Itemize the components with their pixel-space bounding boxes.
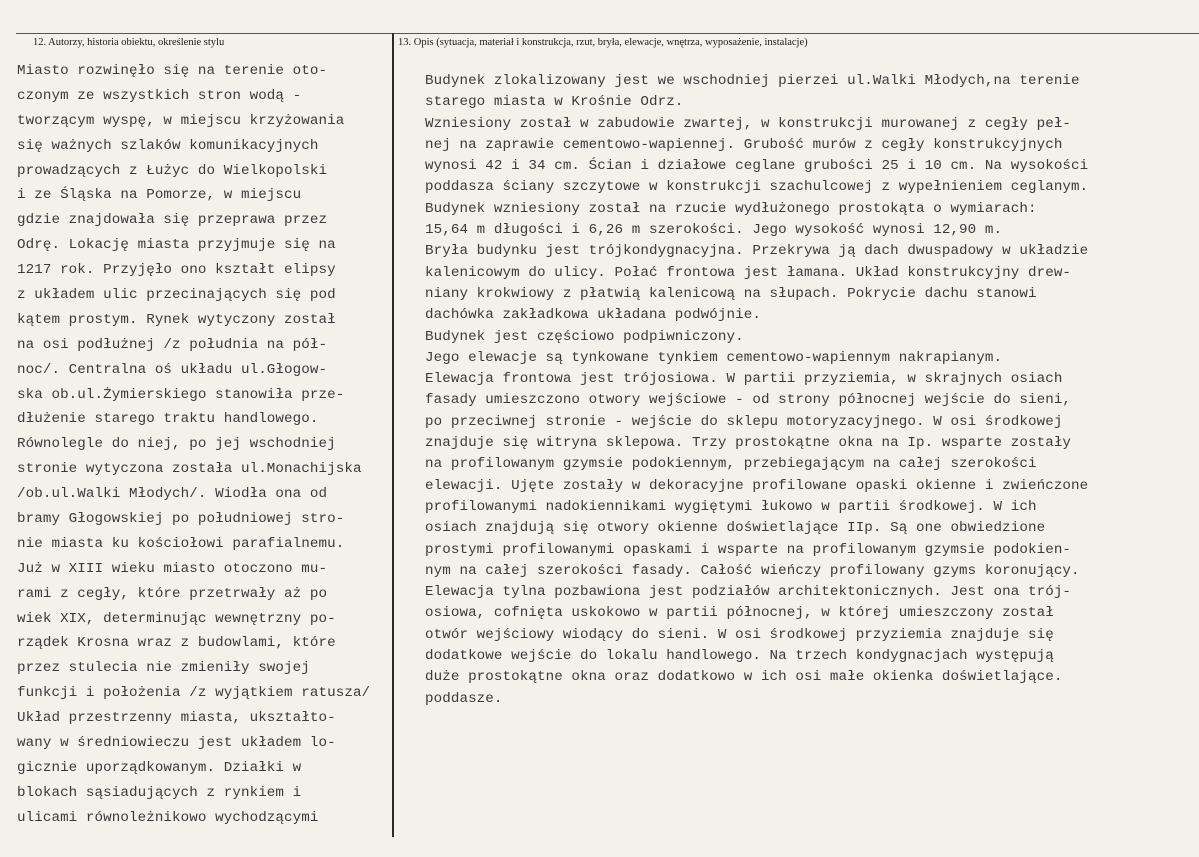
history-text-line: funkcji i położenia /z wyjątkiem ratusza/ bbox=[17, 685, 371, 702]
description-text-line: fasady umieszczono otwory wejściowe - od strony północnej wejście do sieni, bbox=[425, 392, 1072, 409]
history-text-line: się ważnych szlaków komunikacyjnych bbox=[17, 137, 319, 154]
description-text-line: 15,64 m długości i 6,26 m szerokości. Jego wysokość wynosi 12,90 m. bbox=[425, 222, 1003, 239]
history-text-line: na osi podłużnej /z południa na pół- bbox=[17, 336, 328, 353]
history-text-line: bramy Głogowskiej po południowej stro- bbox=[17, 511, 345, 528]
history-text-line: prowadzących z Łużyc do Wielkopolski bbox=[17, 162, 328, 179]
history-text-line: Równolegle do niej, po jej wschodniej bbox=[17, 436, 336, 453]
description-text-line: osiach znajdują się otwory okienne doświetlające IIp. Są one obwiedzione bbox=[425, 520, 1046, 537]
description-text-line: po przeciwnej stronie - wejście do sklepu motoryzacyjnego. W osi środkowej bbox=[425, 413, 1063, 430]
description-text-line: otwór wejściowy wiodący do sieni. W osi środkowej przyziemia znajduje się bbox=[425, 626, 1054, 643]
history-text-line: tworzącym wyspę, w miejscu krzyżowania bbox=[17, 112, 345, 129]
description-text-line: Wzniesiony został w zabudowie zwartej, w konstrukcji murowanej z cegły peł- bbox=[425, 115, 1072, 132]
history-text-column bbox=[17, 59, 370, 831]
description-text-column bbox=[425, 71, 1088, 710]
history-text-line: ska ob.ul.Żymierskiego stanowiła prze- bbox=[17, 386, 345, 403]
history-text-line: Układ przestrzenny miasta, ukształto- bbox=[17, 710, 336, 727]
description-text-line: kalenicowym do ulicy. Połać frontowa jest łamana. Układ konstrukcyjny drew- bbox=[425, 264, 1072, 281]
description-text-line: prostymi profilowanymi opaskami i wsparte na profilowanym gzymsie podokien- bbox=[425, 541, 1072, 558]
history-text-line: ulicami równoleżnikowo wychodzącymi bbox=[17, 809, 319, 826]
description-text-line: dachówka zakładkowa układana podwójnie. bbox=[425, 307, 761, 324]
history-text-line: wany w średniowieczu jest układem lo- bbox=[17, 735, 336, 752]
description-text-line: niany krokwiowy z płatwią kalenicową na słupach. Pokrycie dachu stanowi bbox=[425, 285, 1037, 302]
description-text-line: elewacji. Ujęte zostały w dekoracyjne profilowane opaski okienne i zwieńczone bbox=[425, 477, 1089, 494]
history-text-line: i ze Śląska na Pomorze, w miejscu bbox=[17, 187, 302, 204]
description-text-line: poddasze. bbox=[425, 690, 503, 707]
history-text-line: dłużenie starego traktu handlowego. bbox=[17, 411, 319, 428]
description-text-line: nej na zaprawie cementowo-wapiennej. Grubość murów z cegły konstrukcyjnych bbox=[425, 136, 1063, 153]
description-text-line: znajduje się witryna sklepowa. Trzy prostokątne okna na Ip. wsparte zostały bbox=[425, 435, 1072, 452]
description-text-line: dodatkowe wejście do lokalu handlowego. Na trzech kondygnacjach występują bbox=[425, 648, 1054, 665]
history-text-line: gdzie znajdowała się przeprawa przez bbox=[17, 212, 328, 229]
description-text-line: starego miasta w Krośnie Odrz. bbox=[425, 94, 684, 111]
description-text-line: profilowanymi nadokiennikami wygiętymi łukowo w partii środkowej. W ich bbox=[425, 498, 1037, 515]
history-text-line: 1217 rok. Przyjęło ono kształt elipsy bbox=[17, 262, 336, 279]
history-text-line: przez stulecia nie zmieniły swojej bbox=[17, 660, 310, 677]
history-text-line: noc/. Centralna oś układu ul.Głogow- bbox=[17, 361, 328, 378]
description-text-line: wynosi 42 i 34 cm. Ścian i działowe ceglane grubości 25 i 10 cm. Na wysokości bbox=[425, 158, 1089, 175]
history-text-line: czonym ze wszystkich stron wodą - bbox=[17, 87, 302, 104]
description-text-line: Budynek jest częściowo podpiwniczony. bbox=[425, 328, 744, 345]
header-rule bbox=[16, 33, 1199, 34]
description-text-line: Jego elewacje są tynkowane tynkiem cementowo-wapiennym nakrapianym. bbox=[425, 349, 1003, 366]
history-text-line: stronie wytyczona została ul.Monachijska bbox=[17, 461, 362, 478]
description-text-line: Elewacja frontowa jest trójosiowa. W partii przyziemia, w skrajnych osiach bbox=[425, 371, 1063, 388]
history-text-line: /ob.ul.Walki Młodych/. Wiodła ona od bbox=[17, 486, 328, 503]
history-text-line: nie miasta ku kościołowi parafialnemu. bbox=[17, 535, 345, 552]
history-text-line: blokach sąsiadujących z rynkiem i bbox=[17, 784, 302, 801]
history-text-line: rami z cegły, które przetrwały aż po bbox=[17, 585, 328, 602]
history-text-line: Już w XIII wieku miasto otoczono mu- bbox=[17, 560, 328, 577]
column-divider bbox=[392, 33, 394, 837]
description-text-line: osiowa, cofnięta uskokowo w partii północnej, w której umieszczony został bbox=[425, 605, 1054, 622]
description-text-line: nym na całej szerokości fasady. Całość wieńczy profilowany gzyms koronujący. bbox=[425, 562, 1080, 579]
history-text-line: Odrę. Lokację miasta przyjmuje się na bbox=[17, 237, 336, 254]
description-text-line: poddasza ściany szczytowe w konstrukcji szachulcowej z wypełnieniem ceglanym. bbox=[425, 179, 1089, 196]
history-text-line: wiek XIX, determinując wewnętrzny po- bbox=[17, 610, 336, 627]
history-text-line: gicznie uporządkowanym. Działki w bbox=[17, 759, 302, 776]
history-text-line: kątem prostym. Rynek wytyczony został bbox=[17, 311, 336, 328]
description-text-line: Budynek zlokalizowany jest we wschodniej pierzei ul.Walki Młodych,na terenie bbox=[425, 73, 1080, 89]
description-text-line: Elewacja tylna pozbawiona jest podziałów architektonicznych. Jest ona trój- bbox=[425, 584, 1072, 601]
history-text-line: z układem ulic przecinających się pod bbox=[17, 287, 336, 304]
section-12-heading: 12. Autorzy, historia obiektu, określenie stylu bbox=[33, 37, 225, 48]
description-text-line: Bryła budynku jest trójkondygnacyjna. Przekrywa ją dach dwuspadowy w układzie bbox=[425, 243, 1089, 260]
description-text-line: Budynek wzniesiony został na rzucie wydłużonego prostokąta o wymiarach: bbox=[425, 200, 1037, 217]
history-text-line: Miasto rozwinęło się na terenie oto- bbox=[17, 63, 328, 79]
description-text-line: duże prostokątne okna oraz dodatkowo w ich osi małe okienka doświetlające. bbox=[425, 669, 1063, 686]
history-text-line: rządek Krosna wraz z budowlami, które bbox=[17, 635, 336, 652]
section-13-heading: 13. Opis (sytuacja, materiał i konstrukcja, rzut, bryła, elewacje, wnętrza, wyposażenie, instalacje) bbox=[398, 37, 808, 48]
description-text-line: na profilowanym gzymsie podokiennym, przebiegającym na całej szerokości bbox=[425, 456, 1037, 473]
